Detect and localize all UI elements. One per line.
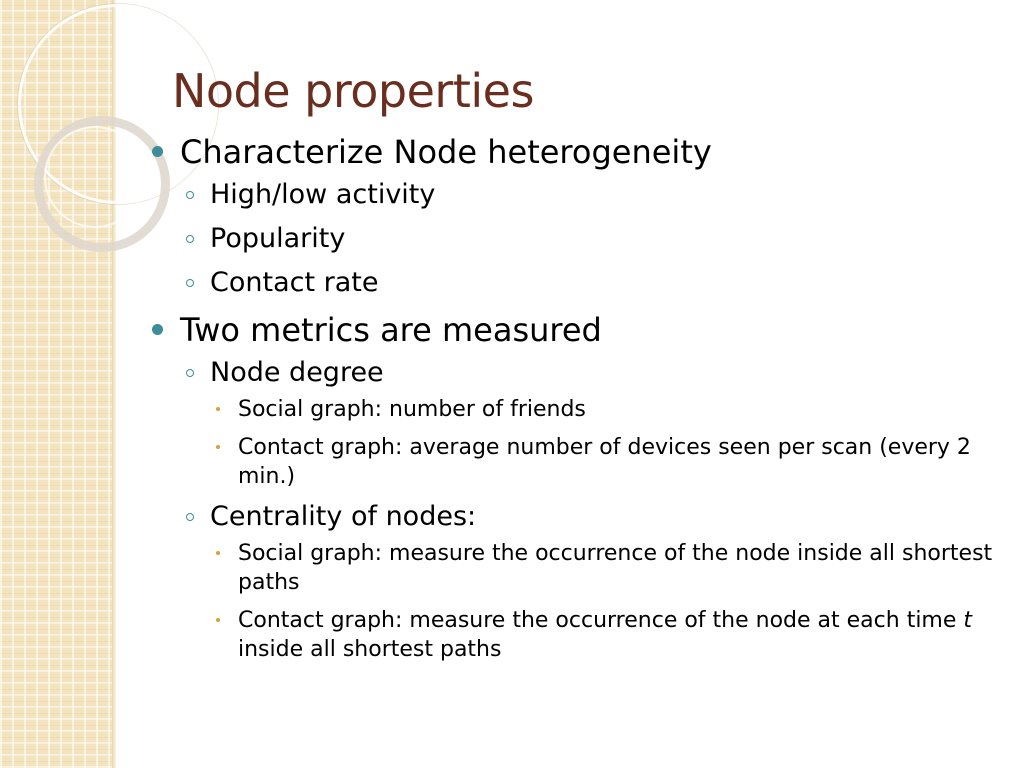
- bullet-text: Contact rate: [210, 267, 379, 298]
- small-dot-bullet-icon: [216, 445, 220, 449]
- decorative-side-strip: [0, 0, 112, 768]
- filled-circle-bullet-icon: [152, 324, 163, 335]
- bullet-text: Social graph: measure the occurrence of the node inside all shortest paths: [238, 541, 993, 595]
- bullet-level2: [148, 264, 998, 302]
- bullet-text: Popularity: [210, 223, 346, 254]
- hollow-circle-bullet-icon: [186, 369, 194, 377]
- bullet-text: Social graph: number of friends: [238, 397, 586, 422]
- bullet-text-before: Contact graph: measure the occurrence of the node at each time: [238, 608, 964, 633]
- slide-title: Node properties: [172, 64, 534, 118]
- bullet-text: Characterize Node heterogeneity: [180, 133, 712, 171]
- small-dot-bullet-icon: [216, 551, 220, 555]
- bullet-level2: [148, 498, 998, 536]
- bullet-text-italic: t: [963, 608, 973, 633]
- bullet-text: Centrality of nodes:: [210, 501, 477, 532]
- decorative-strip-edge: [112, 0, 116, 768]
- bullet-text-after: inside all shortest paths: [238, 637, 502, 662]
- bullet-level3: [148, 606, 998, 664]
- bullet-level3: [148, 395, 998, 424]
- bullet-text: Node degree: [210, 357, 384, 388]
- bullet-level3: [148, 539, 998, 597]
- hollow-circle-bullet-icon: [186, 235, 194, 243]
- bullet-level2: [148, 176, 998, 214]
- bullet-text: Two metrics are measured: [180, 311, 602, 349]
- hollow-circle-bullet-icon: [186, 513, 194, 521]
- bullet-text: High/low activity: [210, 179, 436, 210]
- bullet-text: Contact graph: average number of devices seen per scan (every 2 min.): [238, 435, 971, 489]
- small-dot-bullet-icon: [216, 407, 220, 411]
- slide-body: [148, 130, 998, 664]
- bullet-level2: [148, 220, 998, 258]
- bullet-level3: [148, 433, 998, 491]
- bullet-level1: [148, 308, 998, 352]
- hollow-circle-bullet-icon: [186, 191, 194, 199]
- bullet-level1: [148, 130, 998, 174]
- filled-circle-bullet-icon: [152, 146, 163, 157]
- small-dot-bullet-icon: [216, 618, 220, 622]
- bullet-level2: [148, 354, 998, 392]
- hollow-circle-bullet-icon: [186, 279, 194, 287]
